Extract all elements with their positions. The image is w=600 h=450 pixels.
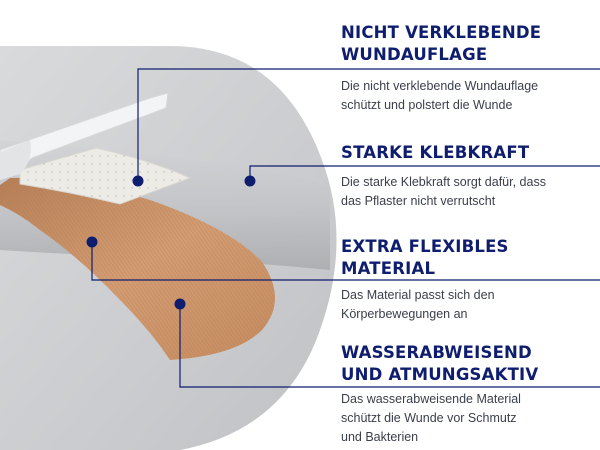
feature-description-flexible: Das Material passt sich den Körperbewegungen an xyxy=(341,288,495,321)
feature-heading-flexible: EXTRA FLEXIBLES MATERIAL xyxy=(341,237,509,278)
marker-wound-pad xyxy=(133,176,144,187)
feature-description-wound-pad: Die nicht verklebende Wundauflage schützt und polstert die Wunde xyxy=(341,79,539,112)
feature-heading-waterproof: WASSERABWEISEND UND ATMUNGSAKTIV xyxy=(341,343,539,384)
feature-heading-adhesion: STARKE KLEBKRAFT xyxy=(341,143,530,162)
marker-flexible xyxy=(87,237,98,248)
feature-description-waterproof: Das wasserabweisende Material schützt die Wunde vor Schmutz und Bakterien xyxy=(341,392,521,444)
feature-description-adhesion: Die starke Klebkraft sorgt dafür, dass das Pflaster nicht verrutscht xyxy=(341,175,546,208)
marker-waterproof xyxy=(175,299,186,310)
feature-heading-wound-pad: NICHT VERKLEBENDE WUNDAUFLAGE xyxy=(341,23,542,64)
marker-adhesion xyxy=(245,176,256,187)
